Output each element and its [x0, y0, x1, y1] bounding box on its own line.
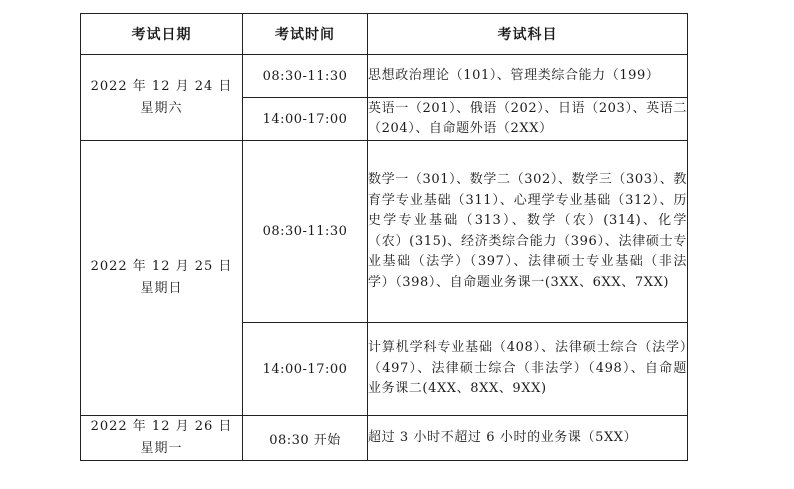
exam-date: 2022 年 12 月 25 日	[90, 259, 233, 274]
exam-weekday: 星期日	[140, 281, 183, 296]
exam-weekday: 星期六	[140, 100, 183, 116]
table-row	[81, 416, 688, 461]
date-cell-dec-24	[81, 55, 243, 141]
session-subjects: 思想政治理论（101）、管理类综合能力（199）	[368, 55, 688, 98]
exam-weekday: 星期一	[140, 441, 183, 456]
session-time: 08:30 开始	[243, 416, 368, 461]
table-row	[81, 55, 688, 98]
table-row	[81, 141, 688, 323]
exam-date: 2022 年 12 月 26 日	[90, 419, 233, 434]
session-time: 14:00-17:00	[243, 323, 368, 416]
header-subjects: 考试科目	[368, 14, 688, 55]
exam-date: 2022 年 12 月 24 日	[90, 78, 233, 94]
date-cell-dec-26	[81, 416, 243, 461]
session-time: 14:00-17:00	[243, 98, 368, 141]
session-subjects: 计算机学科专业基础（408）、法律硕士综合（法学）（497）、法律硕士综合（非法学）（498）、自命题业务课二(4XX、8XX、9XX)	[368, 323, 688, 416]
header-date: 考试日期	[81, 14, 243, 55]
exam-schedule-table	[80, 13, 688, 461]
session-subjects: 数学一（301）、数学二（302）、数学三（303）、教育学专业基础（311）、心理学专业基础（312）、历史学专业基础（313）、数学（农）(314)、化学（农）(315)、经济类综合能力（396）、法律硕士专业基础（法学）（397）、法律硕士专业基础（非法学）（398）、自命题业务课一(3XX、6XX、7XX)	[368, 141, 688, 323]
session-subjects: 超过 3 小时不超过 6 小时的业务课（5XX）	[368, 416, 688, 461]
header-time: 考试时间	[243, 14, 368, 55]
session-subjects: 英语一（201）、俄语（202）、日语（203）、英语二（204）、自命题外语（2XX）	[368, 98, 688, 141]
date-cell-dec-25	[81, 141, 243, 416]
session-time: 08:30-11:30	[243, 141, 368, 323]
header-row	[81, 14, 688, 55]
session-time: 08:30-11:30	[243, 55, 368, 98]
